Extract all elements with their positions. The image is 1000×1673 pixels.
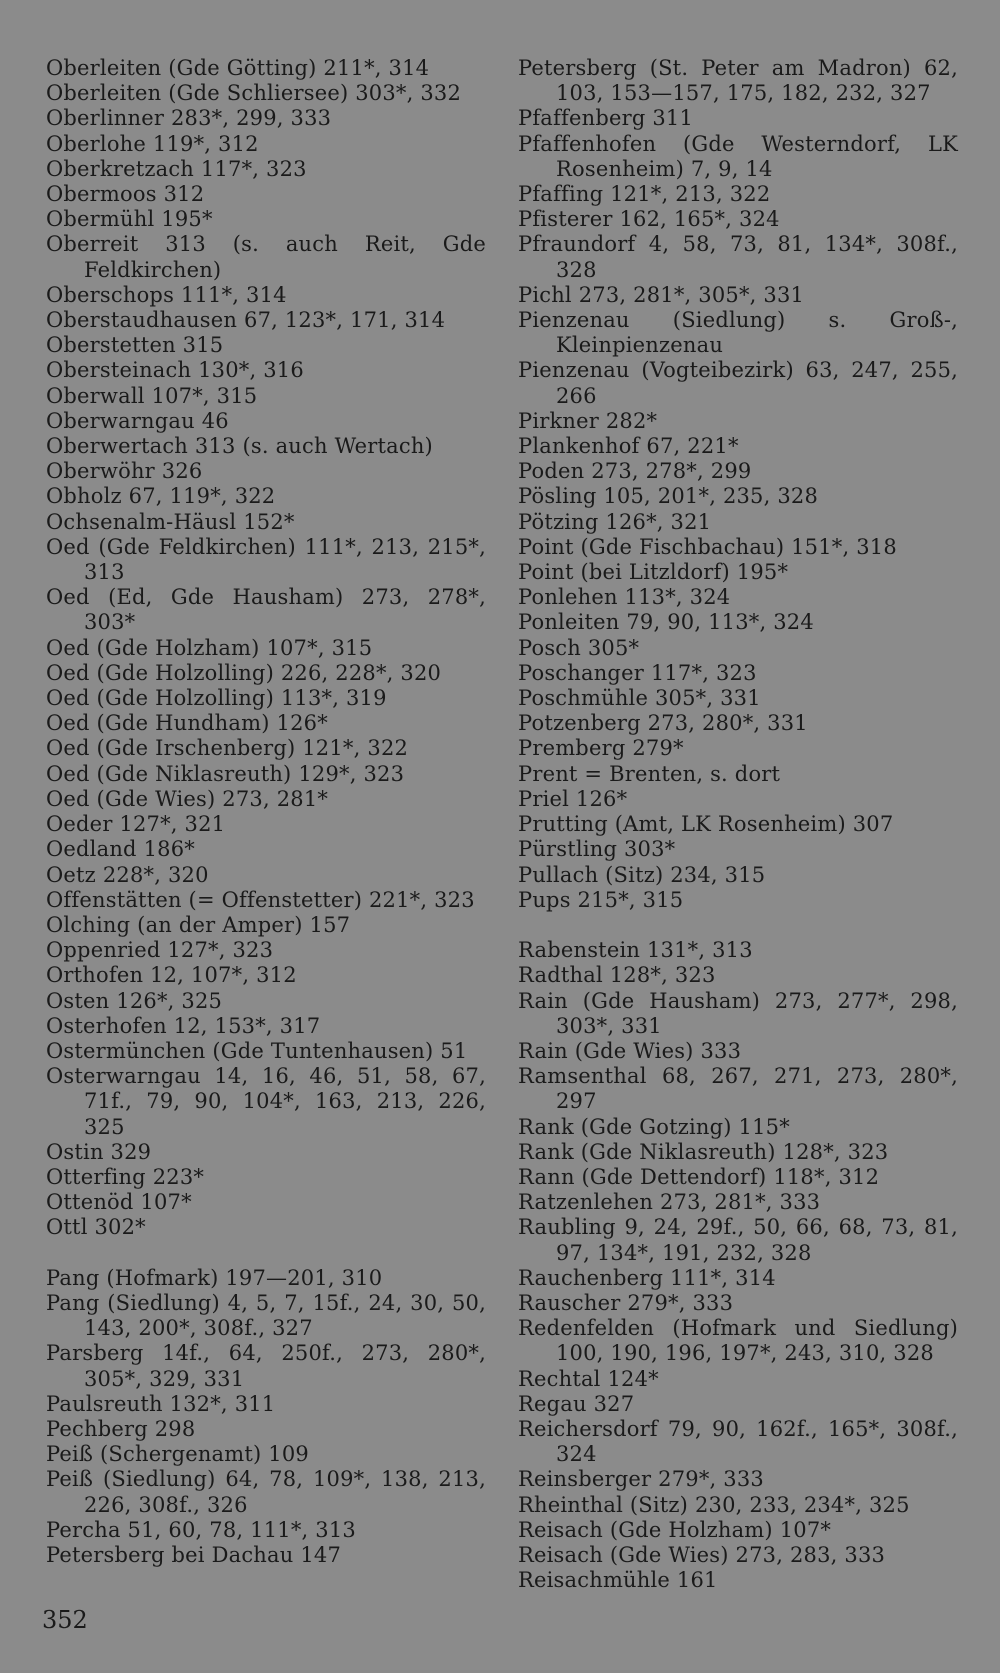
index-entry: Oed (Gde Wies) 273, 281* [46,786,329,811]
index-entry: Rank (Gde Gotzing) 115* [518,1114,790,1139]
index-entry: Pienzenau (Siedlung) s. Groß-, Kleinpienzenau [518,308,958,358]
index-entry: Oberreit 313 (s. auch Reit, Gde Feldkirchen) [46,232,486,282]
index-entry: Oberkretzach 117*, 323 [46,156,307,181]
index-entry: Pechberg 298 [46,1416,196,1441]
index-entry: Pfaffing 121*, 213, 322 [518,182,771,207]
index-entry: Radthal 128*, 323 [518,963,716,988]
index-entry: Pang (Siedlung) 4, 5, 7, 15f., 24, 30, 50, 143, 200*, 308f., 327 [46,1290,486,1341]
index-entry: Reisach (Gde Holzham) 107* [518,1517,832,1542]
index-entry: Oed (Gde Hundham) 126* [46,711,328,736]
index-entry: Oberlinner 283*, 299, 333 [46,106,332,131]
index-entry: Ramsenthal 68, 267, 271, 273, 280*, 297 [518,1064,958,1114]
index-entry: Rain (Gde Hausham) 273, 277*, 298, 303*, 331 [518,988,958,1038]
index-entry: Oedland 186* [46,837,195,862]
index-entry: Rabenstein 131*, 313 [518,938,753,963]
index-entry: Oppenried 127*, 323 [46,938,274,963]
index-entry: Rann (Gde Dettendorf) 118*, 312 [518,1164,880,1189]
index-entry: Prent = Brenten, s. dort [518,761,781,786]
index-entry: Oberwöhr 326 [46,459,203,484]
index-entry: Parsberg 14f., 64, 250f., 273, 280*, 305*, 329, 331 [46,1341,486,1391]
index-entry: Peiß (Siedlung) 64, 78, 109*, 138, 213, 226, 308f., 326 [46,1467,486,1517]
index-entry: Obermoos 312 [46,182,205,207]
index-entry: Premberg 279* [518,736,684,761]
index-entry: Paulsreuth 132*, 311 [46,1391,276,1416]
index-entry: Rain (Gde Wies) 333 [518,1038,742,1063]
index-entry: Ponlehen 113*, 324 [518,585,731,610]
index-entry: Pienzenau (Vogteibezirk) 63, 247, 255, 266 [518,358,958,408]
index-entry: Posch 305* [518,635,640,660]
index-entry: Reinsberger 279*, 333 [518,1467,764,1492]
index-entry: Reisach (Gde Wies) 273, 283, 333 [518,1542,886,1567]
index-entry: Oed (Gde Holzolling) 226, 228*, 320 [46,660,442,685]
index-entry: Obermühl 195* [46,207,213,232]
index-entry: Osterwarngau 14, 16, 46, 51, 58, 67, 71f., 79, 90, 104*, 163, 213, 226, 325 [46,1064,486,1139]
index-entry: Oed (Ed, Gde Hausham) 273, 278*, 303* [46,585,486,635]
right-column [518,56,958,1593]
index-entry: Pullach (Sitz) 234, 315 [518,862,766,887]
index-entry: Oberwertach 313 (s. auch Wertach) [46,434,433,459]
index-entry: Oetz 228*, 320 [46,862,209,887]
index-entry: Pösling 105, 201*, 235, 328 [518,484,819,509]
index-entry: Petersberg bei Dachau 147 [46,1542,342,1567]
index-entry: Olching (an der Amper) 157 [46,912,351,937]
index-entry: Potzenberg 273, 280*, 331 [518,711,808,736]
index-entry: Pötzing 126*, 321 [518,509,712,534]
index-entry: Oed (Gde Irschenberg) 121*, 322 [46,736,409,761]
index-entry: Pfaffenberg 311 [518,106,694,131]
index-entry: Plankenhof 67, 221* [518,434,739,459]
index-entry: Pfraundorf 4, 58, 73, 81, 134*, 308f., 328 [518,232,958,282]
index-entry: Osten 126*, 325 [46,988,223,1013]
index-entry: Poden 273, 278*, 299 [518,459,752,484]
index-entry: Otterfing 223* [46,1164,205,1189]
index-entry: Obholz 67, 119*, 322 [46,484,276,509]
index-entry: Oberwarngau 46 [46,408,229,433]
index-entry: Ratzenlehen 273, 281*, 333 [518,1190,821,1215]
index-entry: Raubling 9, 24, 29f., 50, 66, 68, 73, 81, 97, 134*, 191, 232, 328 [518,1215,958,1265]
index-entry: Priel 126* [518,786,628,811]
index-entry: Oberlohe 119*, 312 [46,131,259,156]
index-entry: Pfaffenhofen (Gde Westerndorf, LK Rosenheim) 7, 9, 14 [518,131,958,181]
index-entry: Poschmühle 305*, 331 [518,686,761,711]
index-entry: Ostermünchen (Gde Tuntenhausen) 51 [46,1038,468,1063]
index-entry: Oberleiten (Gde Schliersee) 303*, 332 [46,81,462,106]
index-entry: Rechtal 124* [518,1366,659,1391]
index-entry: Oeder 127*, 321 [46,812,226,837]
index-entry: Obersteinach 130*, 316 [46,358,304,383]
index-entry: Peiß (Schergenamt) 109 [46,1442,309,1467]
index-entry: Pang (Hofmark) 197—201, 310 [46,1265,383,1290]
index-entry: Pürstling 303* [518,837,676,862]
index-entry: Pups 215*, 315 [518,887,684,912]
index-entry: Oberstaudhausen 67, 123*, 171, 314 [46,308,446,333]
index-entry: Ottl 302* [46,1215,146,1240]
index-entry: Rank (Gde Niklasreuth) 128*, 323 [518,1139,889,1164]
index-entry: Rauchenberg 111*, 314 [518,1265,776,1290]
index-entry: Oberwall 107*, 315 [46,383,258,408]
index-entry: Oberleiten (Gde Götting) 211*, 314 [46,56,430,80]
index-entry: Pirkner 282* [518,408,658,433]
index-entry: Oed (Gde Holzham) 107*, 315 [46,635,373,660]
index-entry: Reisachmühle 161 [518,1568,718,1593]
index-entry: Ochsenalm-Häusl 152* [46,509,295,534]
index-entry: Offenstätten (= Offenstetter) 221*, 323 [46,887,475,912]
index-entry: Percha 51, 60, 78, 111*, 313 [46,1517,356,1542]
index-entry: Rheinthal (Sitz) 230, 233, 234*, 325 [518,1492,910,1517]
index-entry: Petersberg (St. Peter am Madron) 62, 103, 153—157, 175, 182, 232, 327 [518,56,958,106]
index-entry: Pichl 273, 281*, 305*, 331 [518,282,805,307]
index-entry: Poschanger 117*, 323 [518,660,757,685]
index-entry: Pfisterer 162, 165*, 324 [518,207,780,232]
index-entry: Oed (Gde Niklasreuth) 129*, 323 [46,761,405,786]
section-gap [46,1241,486,1266]
index-entry: Ottenöd 107* [46,1190,192,1215]
left-column [46,56,486,1568]
index-entry: Osterhofen 12, 153*, 317 [46,1013,321,1038]
page-number: 352 [42,1606,88,1634]
index-entry: Ostin 329 [46,1139,152,1164]
index-entry: Redenfelden (Hofmark und Siedlung) 100, 190, 196, 197*, 243, 310, 328 [518,1316,958,1366]
section-gap [518,913,958,938]
index-entry: Prutting (Amt, LK Rosenheim) 307 [518,812,894,837]
index-entry: Oed (Gde Holzolling) 113*, 319 [46,686,387,711]
index-entry: Oberstetten 315 [46,333,224,358]
index-entry: Reichersdorf 79, 90, 162f., 165*, 308f., 324 [518,1416,958,1467]
index-entry: Oberschops 111*, 314 [46,282,287,307]
index-entry: Orthofen 12, 107*, 312 [46,963,297,988]
index-entry: Point (Gde Fischbachau) 151*, 318 [518,534,897,559]
index-entry: Regau 327 [518,1391,635,1416]
index-entry: Rauscher 279*, 333 [518,1290,734,1315]
index-entry: Ponleiten 79, 90, 113*, 324 [518,610,814,635]
index-entry: Oed (Gde Feldkirchen) 111*, 213, 215*, 313 [46,534,486,585]
index-entry: Point (bei Litzldorf) 195* [518,560,789,585]
